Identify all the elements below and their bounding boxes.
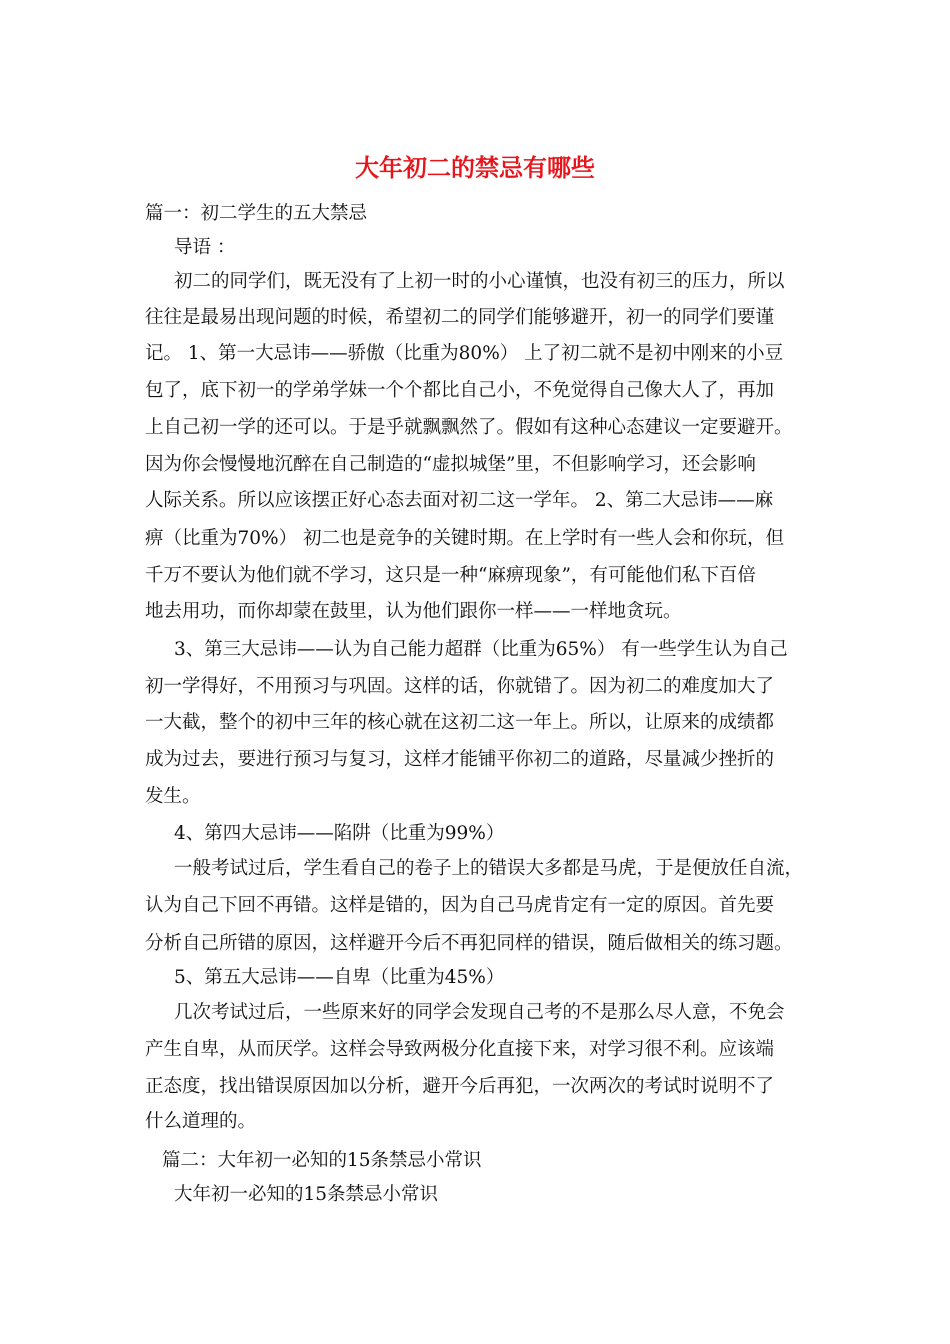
paragraph-line: 认为自己下回不再错。这样是错的，因为自己马虎肯定有一定的原因。首先要 — [145, 895, 775, 916]
paragraph-line: 发生。 — [145, 786, 201, 807]
intro-label: 导语 ： — [174, 237, 236, 258]
paragraph-line: 3、第三大忌讳——认为自己能力超群（比重为65%） 有一些学生认为自己 — [174, 639, 788, 660]
paragraph-line: 记。 1、第一大忌讳——骄傲（比重为80%） 上了初二就不是初中刚来的小豆 — [145, 343, 784, 364]
paragraph-line: 一大截，整个的初中三年的核心就在这初二这一年上。所以，让原来的成绩都 — [145, 712, 775, 733]
paragraph-line: 4、第四大忌讳——陷阱（比重为99%） — [174, 823, 505, 844]
paragraph-line: 什么道理的。 — [145, 1111, 257, 1132]
paragraph-line: 千万不要认为他们就不学习，这只是一种“麻痹现象”，有可能他们私下百倍 — [145, 565, 756, 586]
paragraph-line: 分析自己所错的原因，这样避开今后不再犯同样的错误，随后做相关的练习题。 — [145, 933, 793, 954]
paragraph-line: 痹（比重为70%） 初二也是竞争的关键时期。在上学时有一些人会和你玩，但 — [145, 528, 785, 549]
paragraph-line: 包了，底下初一的学弟学妹一个个都比自己小，不免觉得自己像大人了，再加 — [145, 380, 775, 401]
paragraph-line: 初二的同学们，既无没有了上初一时的小心谨慎，也没有初三的压力，所以 — [174, 271, 785, 292]
paragraph-line: 一般考试过后，学生看自己的卷子上的错误大多都是马虎，于是便放任自流， — [174, 858, 804, 879]
document-title: 大年初二的禁忌有哪些 — [355, 153, 595, 182]
paragraph-line: 几次考试过后，一些原来好的同学会发现自己考的不是那么尽人意，不免会 — [174, 1002, 785, 1023]
paragraph-line: 人际关系。所以应该摆正好心态去面对初二这一学年。 2、第二大忌讳——麻 — [145, 490, 774, 511]
paragraph-line: 往往是最易出现问题的时候，希望初二的同学们能够避开，初一的同学们要谨 — [145, 307, 775, 328]
section-heading-1: 篇一：初二学生的五大禁忌 — [145, 203, 368, 224]
paragraph-line: 产生自卑，从而厌学。这样会导致两极分化直接下来，对学习很不利。应该端 — [145, 1039, 775, 1060]
paragraph-line: 5、第五大忌讳——自卑（比重为45%） — [174, 967, 505, 988]
paragraph-line: 初一学得好，不用预习与巩固。这样的话，你就错了。因为初二的难度加大了 — [145, 676, 775, 697]
paragraph-line: 成为过去，要进行预习与复习，这样才能铺平你初二的道路，尽量减少挫折的 — [145, 749, 775, 770]
paragraph-line: 正态度，找出错误原因加以分析，避开今后再犯，一次两次的考试时说明不了 — [145, 1076, 775, 1097]
paragraph-line: 地去用功，而你却蒙在鼓里，认为他们跟你一样——一样地贪玩。 — [145, 601, 682, 622]
paragraph-line: 因为你会慢慢地沉醉在自己制造的“虚拟城堡”里，不但影响学习，还会影响 — [145, 454, 756, 475]
paragraph-line: 大年初一必知的15条禁忌小常识 — [174, 1184, 439, 1205]
section-heading-2: 篇二：大年初一必知的15条禁忌小常识 — [162, 1150, 482, 1171]
paragraph-line: 上自己初一学的还可以。于是乎就飘飘然了。假如有这种心态建议一定要避开。 — [145, 417, 793, 438]
